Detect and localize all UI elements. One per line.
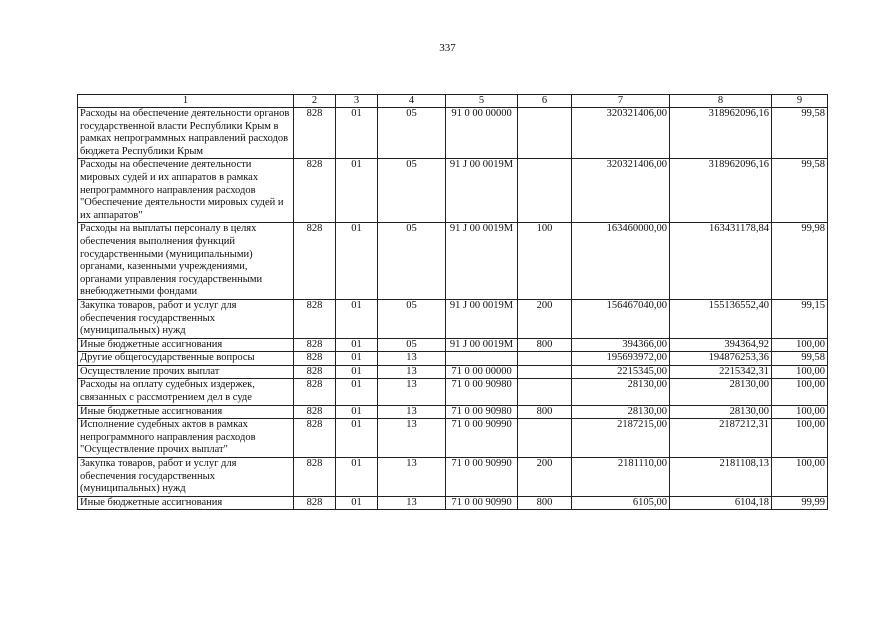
target-article-cell: 91 0 00 00000 (446, 108, 518, 159)
target-article-cell: 91 J 00 0019М (446, 159, 518, 223)
target-article-cell: 71 0 00 90980 (446, 405, 518, 419)
target-article-cell: 71 0 00 00000 (446, 365, 518, 379)
section-code-cell: 01 (336, 352, 378, 366)
section-code-cell: 01 (336, 223, 378, 300)
table-row (78, 108, 828, 159)
execution-percent-cell: 100,00 (772, 338, 828, 352)
column-header: 5 (446, 95, 518, 108)
grbs-code-cell: 828 (294, 405, 336, 419)
expense-name-cell: Исполнение судебных актов в рамках непрограммного направления расходов "Осуществление прочих выплат" (78, 419, 294, 458)
table-row (78, 352, 828, 366)
execution-percent-cell: 99,58 (772, 159, 828, 223)
target-article-cell: 71 0 00 90980 (446, 379, 518, 405)
expense-type-cell (518, 352, 572, 366)
subsection-code-cell: 13 (378, 405, 446, 419)
column-header: 9 (772, 95, 828, 108)
grbs-code-cell: 828 (294, 365, 336, 379)
subsection-code-cell: 05 (378, 299, 446, 338)
grbs-code-cell: 828 (294, 419, 336, 458)
planned-amount-cell: 320321406,00 (572, 108, 670, 159)
column-header: 7 (572, 95, 670, 108)
subsection-code-cell: 05 (378, 159, 446, 223)
executed-amount-cell: 2215342,31 (670, 365, 772, 379)
expense-name-cell: Иные бюджетные ассигнования (78, 338, 294, 352)
section-code-cell: 01 (336, 338, 378, 352)
executed-amount-cell: 28130,00 (670, 405, 772, 419)
planned-amount-cell: 394366,00 (572, 338, 670, 352)
planned-amount-cell: 2187215,00 (572, 419, 670, 458)
executed-amount-cell: 2187212,31 (670, 419, 772, 458)
expense-name-cell: Закупка товаров, работ и услуг для обеспечения государственных (муниципальных) нужд (78, 458, 294, 497)
target-article-cell: 71 0 00 90990 (446, 458, 518, 497)
planned-amount-cell: 156467040,00 (572, 299, 670, 338)
section-code-cell: 01 (336, 108, 378, 159)
column-header: 1 (78, 95, 294, 108)
section-code-cell: 01 (336, 159, 378, 223)
table-row (78, 299, 828, 338)
section-code-cell: 01 (336, 299, 378, 338)
expense-name-cell: Закупка товаров, работ и услуг для обеспечения государственных (муниципальных) нужд (78, 299, 294, 338)
expense-name-cell: Расходы на обеспечение деятельности мировых судей и их аппаратов в рамках непрограммного направления расходов "Обеспечение деятельности мировых судей и их аппаратов" (78, 159, 294, 223)
expense-type-cell: 800 (518, 496, 572, 510)
target-article-cell: 91 J 00 0019М (446, 299, 518, 338)
column-header: 4 (378, 95, 446, 108)
grbs-code-cell: 828 (294, 338, 336, 352)
execution-percent-cell: 100,00 (772, 458, 828, 497)
subsection-code-cell: 13 (378, 419, 446, 458)
expense-type-cell (518, 108, 572, 159)
planned-amount-cell: 6105,00 (572, 496, 670, 510)
planned-amount-cell: 2215345,00 (572, 365, 670, 379)
planned-amount-cell: 2181110,00 (572, 458, 670, 497)
grbs-code-cell: 828 (294, 496, 336, 510)
execution-percent-cell: 99,58 (772, 108, 828, 159)
target-article-cell: 91 J 00 0019М (446, 338, 518, 352)
executed-amount-cell: 2181108,13 (670, 458, 772, 497)
section-code-cell: 01 (336, 405, 378, 419)
subsection-code-cell: 05 (378, 338, 446, 352)
expense-name-cell: Осуществление прочих выплат (78, 365, 294, 379)
expense-name-cell: Иные бюджетные ассигнования (78, 496, 294, 510)
planned-amount-cell: 320321406,00 (572, 159, 670, 223)
column-header: 8 (670, 95, 772, 108)
subsection-code-cell: 13 (378, 496, 446, 510)
table-row (78, 405, 828, 419)
target-article-cell: 91 J 00 0019М (446, 223, 518, 300)
table-row (78, 379, 828, 405)
grbs-code-cell: 828 (294, 458, 336, 497)
subsection-code-cell: 05 (378, 108, 446, 159)
executed-amount-cell: 318962096,16 (670, 159, 772, 223)
subsection-code-cell: 05 (378, 223, 446, 300)
subsection-code-cell: 13 (378, 352, 446, 366)
table-row (78, 365, 828, 379)
expense-name-cell: Другие общегосударственные вопросы (78, 352, 294, 366)
expense-type-cell (518, 159, 572, 223)
section-code-cell: 01 (336, 419, 378, 458)
expense-type-cell (518, 365, 572, 379)
execution-percent-cell: 99,98 (772, 223, 828, 300)
execution-percent-cell: 100,00 (772, 365, 828, 379)
section-code-cell: 01 (336, 365, 378, 379)
expense-type-cell: 800 (518, 338, 572, 352)
expense-type-cell: 800 (518, 405, 572, 419)
subsection-code-cell: 13 (378, 458, 446, 497)
section-code-cell: 01 (336, 496, 378, 510)
grbs-code-cell: 828 (294, 299, 336, 338)
table-row (78, 223, 828, 300)
executed-amount-cell: 155136552,40 (670, 299, 772, 338)
expense-type-cell (518, 419, 572, 458)
section-code-cell: 01 (336, 379, 378, 405)
executed-amount-cell: 194876253,36 (670, 352, 772, 366)
grbs-code-cell: 828 (294, 352, 336, 366)
planned-amount-cell: 28130,00 (572, 405, 670, 419)
subsection-code-cell: 13 (378, 379, 446, 405)
subsection-code-cell: 13 (378, 365, 446, 379)
column-header: 3 (336, 95, 378, 108)
executed-amount-cell: 163431178,84 (670, 223, 772, 300)
table-body (78, 108, 828, 510)
executed-amount-cell: 28130,00 (670, 379, 772, 405)
planned-amount-cell: 28130,00 (572, 379, 670, 405)
table-row (78, 496, 828, 510)
expense-type-cell: 200 (518, 458, 572, 497)
table-row (78, 419, 828, 458)
execution-percent-cell: 99,15 (772, 299, 828, 338)
grbs-code-cell: 828 (294, 223, 336, 300)
column-header: 2 (294, 95, 336, 108)
execution-percent-cell: 100,00 (772, 419, 828, 458)
expense-name-cell: Иные бюджетные ассигнования (78, 405, 294, 419)
budget-table (77, 94, 828, 510)
table-row (78, 338, 828, 352)
grbs-code-cell: 828 (294, 108, 336, 159)
execution-percent-cell: 99,58 (772, 352, 828, 366)
expense-name-cell: Расходы на обеспечение деятельности органов государственной власти Республики Крым в рамках непрограммных направлений расходов бюджета Республики Крым (78, 108, 294, 159)
grbs-code-cell: 828 (294, 379, 336, 405)
expense-type-cell (518, 379, 572, 405)
table-row (78, 159, 828, 223)
target-article-cell: 71 0 00 90990 (446, 496, 518, 510)
executed-amount-cell: 394364,92 (670, 338, 772, 352)
execution-percent-cell: 100,00 (772, 379, 828, 405)
executed-amount-cell: 318962096,16 (670, 108, 772, 159)
header-row (78, 95, 828, 108)
grbs-code-cell: 828 (294, 159, 336, 223)
expense-type-cell: 200 (518, 299, 572, 338)
planned-amount-cell: 195693972,00 (572, 352, 670, 366)
executed-amount-cell: 6104,18 (670, 496, 772, 510)
planned-amount-cell: 163460000,00 (572, 223, 670, 300)
column-header: 6 (518, 95, 572, 108)
target-article-cell (446, 352, 518, 366)
table-row (78, 458, 828, 497)
execution-percent-cell: 99,99 (772, 496, 828, 510)
section-code-cell: 01 (336, 458, 378, 497)
execution-percent-cell: 100,00 (772, 405, 828, 419)
expense-type-cell: 100 (518, 223, 572, 300)
expense-name-cell: Расходы на выплаты персоналу в целях обеспечения выполнения функций государственными (муниципальными) органами, казенными учреждениями, органами управления государственными внебюджетными фондами (78, 223, 294, 300)
page-number: 337 (439, 42, 456, 54)
expense-name-cell: Расходы на оплату судебных издержек, связанных с рассмотрением дел в суде (78, 379, 294, 405)
target-article-cell: 71 0 00 90990 (446, 419, 518, 458)
